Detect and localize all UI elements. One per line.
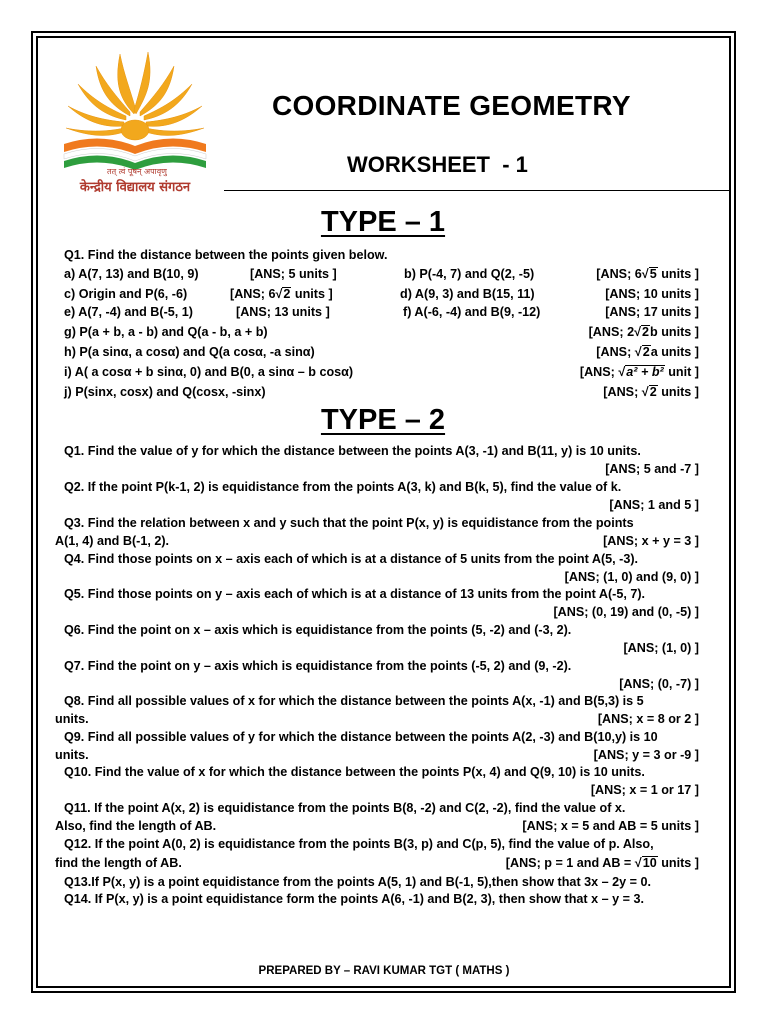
t1-item-b: b) P(-4, 7) and Q(2, -5) — [404, 267, 535, 281]
t1-answer-e: [ANS; 13 units ] — [236, 305, 330, 319]
t2-q7-answer: [ANS; (0, -7) ] — [619, 677, 699, 691]
t1-answer-g: [ANS; 2√2b units ] — [588, 325, 699, 339]
t2-q11: Q11. If the point A(x, 2) is equidistance from the points B(8, -2) and C(2, -2), find the value of x. — [64, 801, 626, 815]
t1-answer-d: [ANS; 10 units ] — [605, 287, 699, 301]
t2-q3-answer: [ANS; x + y = 3 ] — [603, 534, 699, 548]
t2-q3: Q3. Find the relation between x and y such that the point P(x, y) is equidistance from the points — [64, 516, 634, 530]
t2-q13: Q13.If P(x, y) is a point equidistance from the points A(5, 1) and B(-1, 5),then show that 3x – 2y = 0. — [64, 875, 652, 889]
t2-q5: Q5. Find those points on y – axis each of which is at a distance of 13 units from the point A(-5, 7). — [64, 587, 646, 601]
t2-q2-answer: [ANS; 1 and 5 ] — [609, 498, 699, 512]
t2-q10-answer: [ANS; x = 1 or 17 ] — [590, 783, 699, 797]
t1-item-g: g) P(a + b, a - b) and Q(a - b, a + b) — [64, 325, 268, 339]
t1-answer-j: [ANS; √2 units ] — [603, 385, 699, 399]
t1-item-d: d) A(9, 3) and B(15, 11) — [400, 287, 535, 301]
t2-q10: Q10. Find the value of x for which the distance between the points P(x, 4) and Q(9, 10) is 10 units. — [64, 765, 645, 779]
type2-heading: TYPE – 2 — [320, 404, 446, 436]
logo-org-name: केन्द्रीय विद्यालय संगठन — [79, 180, 191, 195]
t2-q12-answer: [ANS; p = 1 and AB = √10 units ] — [505, 856, 699, 870]
t1-item-i: i) A( a cosα + b sinα, 0) and B(0, a sinα – b cosα) — [64, 365, 354, 379]
t2-q8: Q8. Find all possible values of x for which the distance between the points A(x, -1) and B(5,3) is 5 — [64, 694, 644, 708]
t2-q7: Q7. Find the point on y – axis which is equidistance from the points (-5, 2) and (9, -2). — [64, 659, 572, 673]
t2-q5-answer: [ANS; (0, 19) and (0, -5) ] — [553, 605, 699, 619]
t2-q1: Q1. Find the value of y for which the distance between the points A(3, -1) and B(11, y) is 10 units. — [64, 444, 641, 458]
t1-answer-c: [ANS; 6√2 units ] — [230, 287, 333, 301]
t2-q4-answer: [ANS; (1, 0) and (9, 0) ] — [564, 570, 699, 584]
t1-item-c: c) Origin and P(6, -6) — [64, 287, 188, 301]
t2-q11-cont: Also, find the length of AB. — [55, 819, 217, 833]
t1-item-f: f) A(-6, -4) and B(9, -12) — [403, 305, 541, 319]
t1-item-e: e) A(7, -4) and B(-5, 1) — [64, 305, 193, 319]
t2-q12-cont: find the length of AB. — [55, 856, 182, 870]
t1-answer-a: [ANS; 5 units ] — [250, 267, 337, 281]
t2-q6: Q6. Find the point on x – axis which is equidistance from the points (5, -2) and (-3, 2). — [64, 623, 572, 637]
t1-answer-f: [ANS; 17 units ] — [605, 305, 699, 319]
t2-q9-cont: units. — [55, 748, 89, 762]
t2-q3-cont: A(1, 4) and B(-1, 2). — [55, 534, 170, 548]
t2-q6-answer: [ANS; (1, 0) ] — [623, 641, 699, 655]
t2-q12: Q12. If the point A(0, 2) is equidistance from the points B(3, p) and C(p, 5), find the value of p. Also, — [64, 837, 654, 851]
t1-answer-b: [ANS; 6√5 units ] — [596, 267, 699, 281]
t2-q8-answer: [ANS; x = 8 or 2 ] — [597, 712, 699, 726]
t2-q14: Q14. If P(x, y) is a point equidistance form the points A(6, -1) and B(2, 3), then show that x – y = 3. — [64, 892, 644, 906]
logo-motto: तत् त्वं पूषन् अपावृणु — [107, 167, 167, 176]
t1-answer-h: [ANS; √2a units ] — [596, 345, 699, 359]
t1-item-a: a) A(7, 13) and B(10, 9) — [64, 267, 199, 281]
footer-credit: PREPARED BY – RAVI KUMAR TGT ( MATHS ) — [258, 965, 510, 977]
header-divider — [224, 190, 730, 191]
t1-item-j: j) P(sinx, cosx) and Q(cosx, -sinx) — [64, 385, 266, 399]
t2-q9: Q9. Find all possible values of y for which the distance between the points A(2, -3) and B(10,y) is 10 — [64, 730, 658, 744]
kvs-logo — [50, 44, 220, 194]
page-title: COORDINATE GEOMETRY — [272, 90, 631, 121]
t2-q11-answer: [ANS; x = 5 and AB = 5 units ] — [522, 819, 699, 833]
t2-q1-answer: [ANS; 5 and -7 ] — [605, 462, 699, 476]
worksheet-subtitle: WORKSHEET - 1 — [347, 152, 528, 177]
t2-q2: Q2. If the point P(k-1, 2) is equidistance from the points A(3, k) and B(k, 5), find the value of k. — [64, 480, 622, 494]
t1-item-h: h) P(a sinα, a cosα) and Q(a cosα, -a sinα) — [64, 345, 315, 359]
type1-heading: TYPE – 1 — [320, 206, 446, 238]
t2-q9-answer: [ANS; y = 3 or -9 ] — [593, 748, 699, 762]
t2-q8-cont: units. — [55, 712, 89, 726]
type1-question: Q1. Find the distance between the points given below. — [64, 248, 388, 262]
t1-answer-i: [ANS; √a² + b² unit ] — [579, 365, 699, 379]
t2-q4: Q4. Find those points on x – axis each of which is at a distance of 5 units from the point A(5, -3). — [64, 552, 639, 566]
